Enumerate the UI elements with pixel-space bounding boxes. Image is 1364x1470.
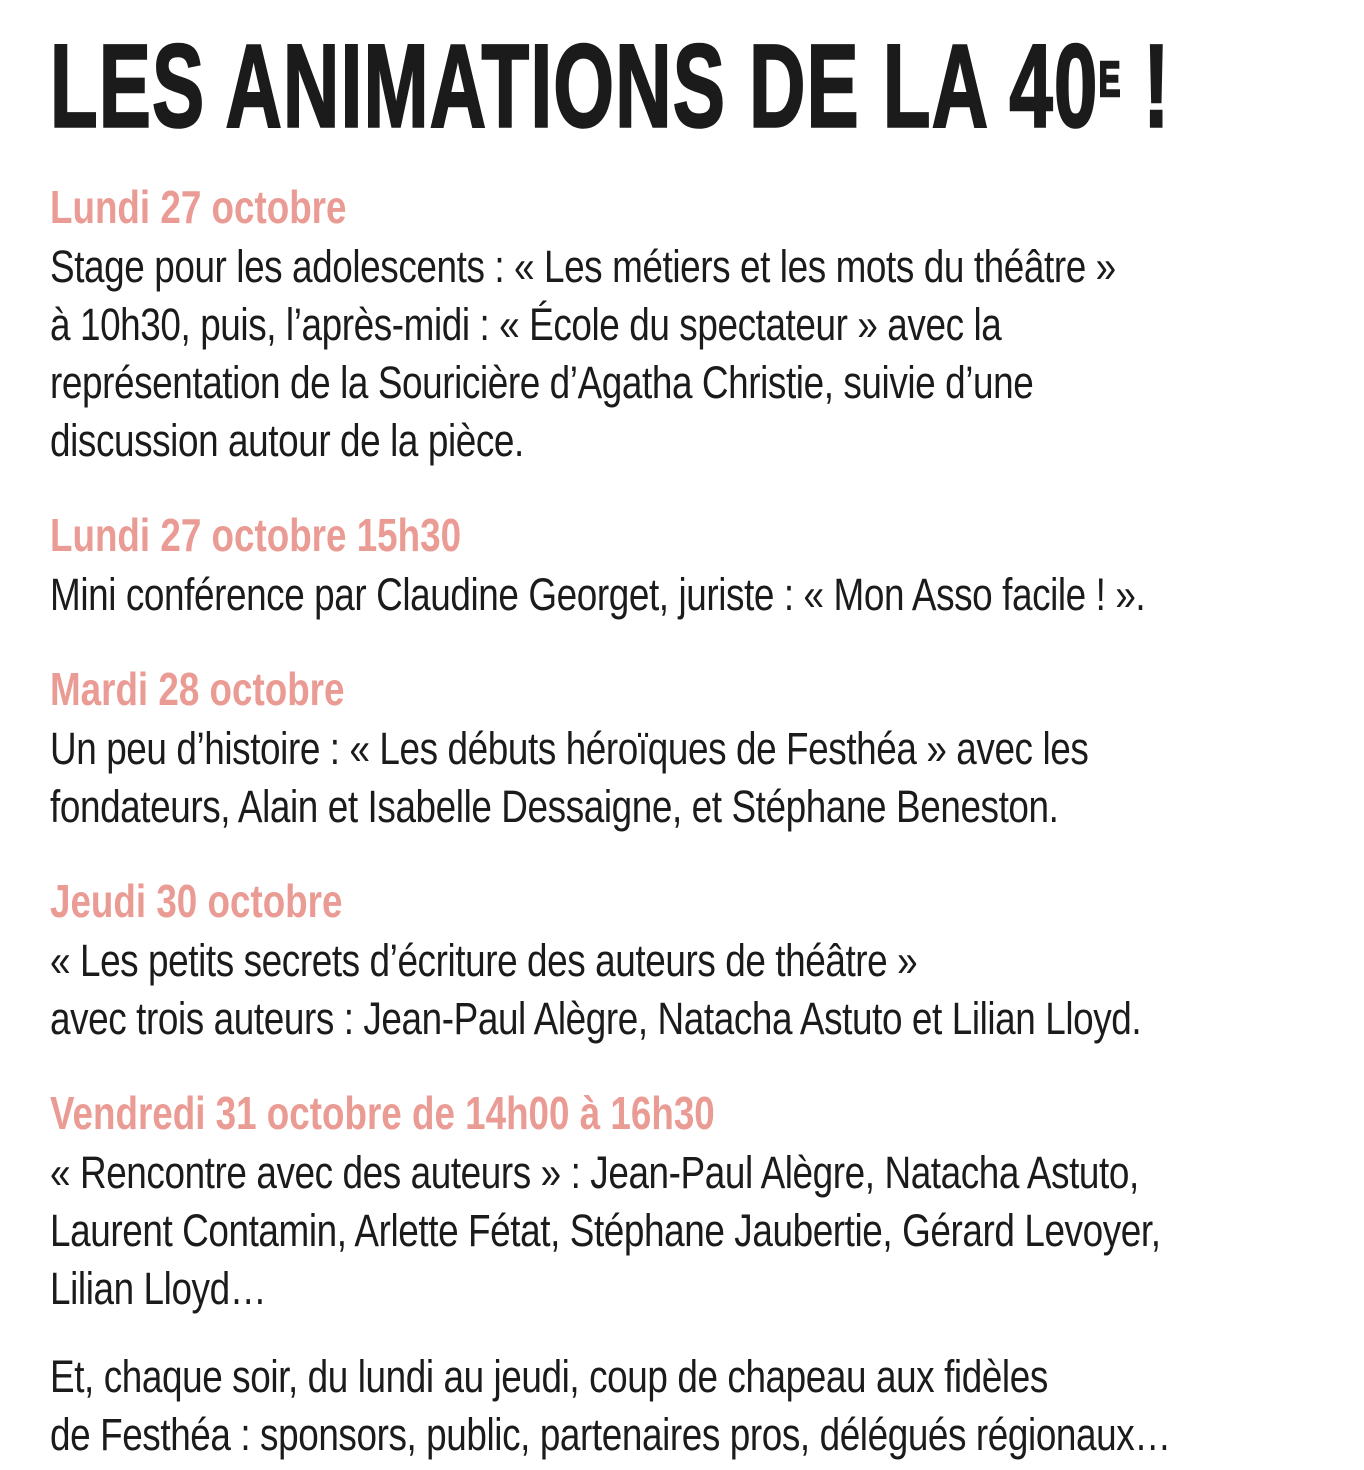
event-description xyxy=(50,1144,1324,1318)
event-date-heading: Jeudi 30 octobre xyxy=(50,874,343,927)
page-title-superscript: E xyxy=(1098,51,1121,107)
event-description-line: avec trois auteurs : Jean-Paul Alègre, Natacha Astuto et Lilian Lloyd. xyxy=(50,992,1142,1044)
event-section-lundi-27 xyxy=(50,182,1324,470)
event-section-lundi-27-15h30 xyxy=(50,510,1324,624)
event-description-line: fondateurs, Alain et Isabelle Dessaigne, et Stéphane Beneston. xyxy=(50,780,1059,832)
event-description-line: à 10h30, puis, l’après-midi : « École du spectateur » avec la xyxy=(50,298,1002,350)
page-title xyxy=(50,20,1324,153)
event-section-jeudi-30 xyxy=(50,876,1324,1048)
event-section-mardi-28 xyxy=(50,664,1324,836)
event-date-heading: Mardi 28 octobre xyxy=(50,662,345,715)
event-description-line: Un peu d’histoire : « Les débuts héroïques de Festhéa » avec les xyxy=(50,722,1089,774)
event-date-heading: Lundi 27 octobre xyxy=(50,180,347,233)
event-description xyxy=(50,932,1324,1048)
page-title-text: LES ANIMATIONS DE LA 40 xyxy=(50,20,1099,153)
event-description xyxy=(50,238,1324,470)
closing-line: de Festhéa : sponsors, public, partenaires pros, délégués régionaux… xyxy=(50,1408,1171,1460)
event-description-line: Lilian Lloyd… xyxy=(50,1262,267,1314)
event-description-line: représentation de la Souricière d’Agatha Christie, suivie d’une xyxy=(50,356,1034,408)
event-description xyxy=(50,566,1324,624)
event-date-heading: Vendredi 31 octobre de 14h00 à 16h30 xyxy=(50,1086,715,1139)
event-date-heading: Lundi 27 octobre 15h30 xyxy=(50,508,462,561)
event-description-line: Stage pour les adolescents : « Les métiers et les mots du théâtre » xyxy=(50,240,1116,292)
event-description-line: Mini conférence par Claudine Georget, juriste : « Mon Asso facile ! ». xyxy=(50,568,1146,620)
event-description-line: discussion autour de la pièce. xyxy=(50,414,524,466)
closing-line: Et, chaque soir, du lundi au jeudi, coup de chapeau aux fidèles xyxy=(50,1350,1048,1402)
closing-paragraph xyxy=(50,1348,1324,1464)
event-description-line: « Les petits secrets d’écriture des auteurs de théâtre » xyxy=(50,934,918,986)
event-section-vendredi-31 xyxy=(50,1088,1324,1318)
event-description-line: Laurent Contamin, Arlette Fétat, Stéphane Jaubertie, Gérard Levoyer, xyxy=(50,1204,1161,1256)
page-title-suffix: ! xyxy=(1120,20,1171,153)
event-description-line: « Rencontre avec des auteurs » : Jean-Paul Alègre, Natacha Astuto, xyxy=(50,1146,1139,1198)
event-description xyxy=(50,720,1324,836)
